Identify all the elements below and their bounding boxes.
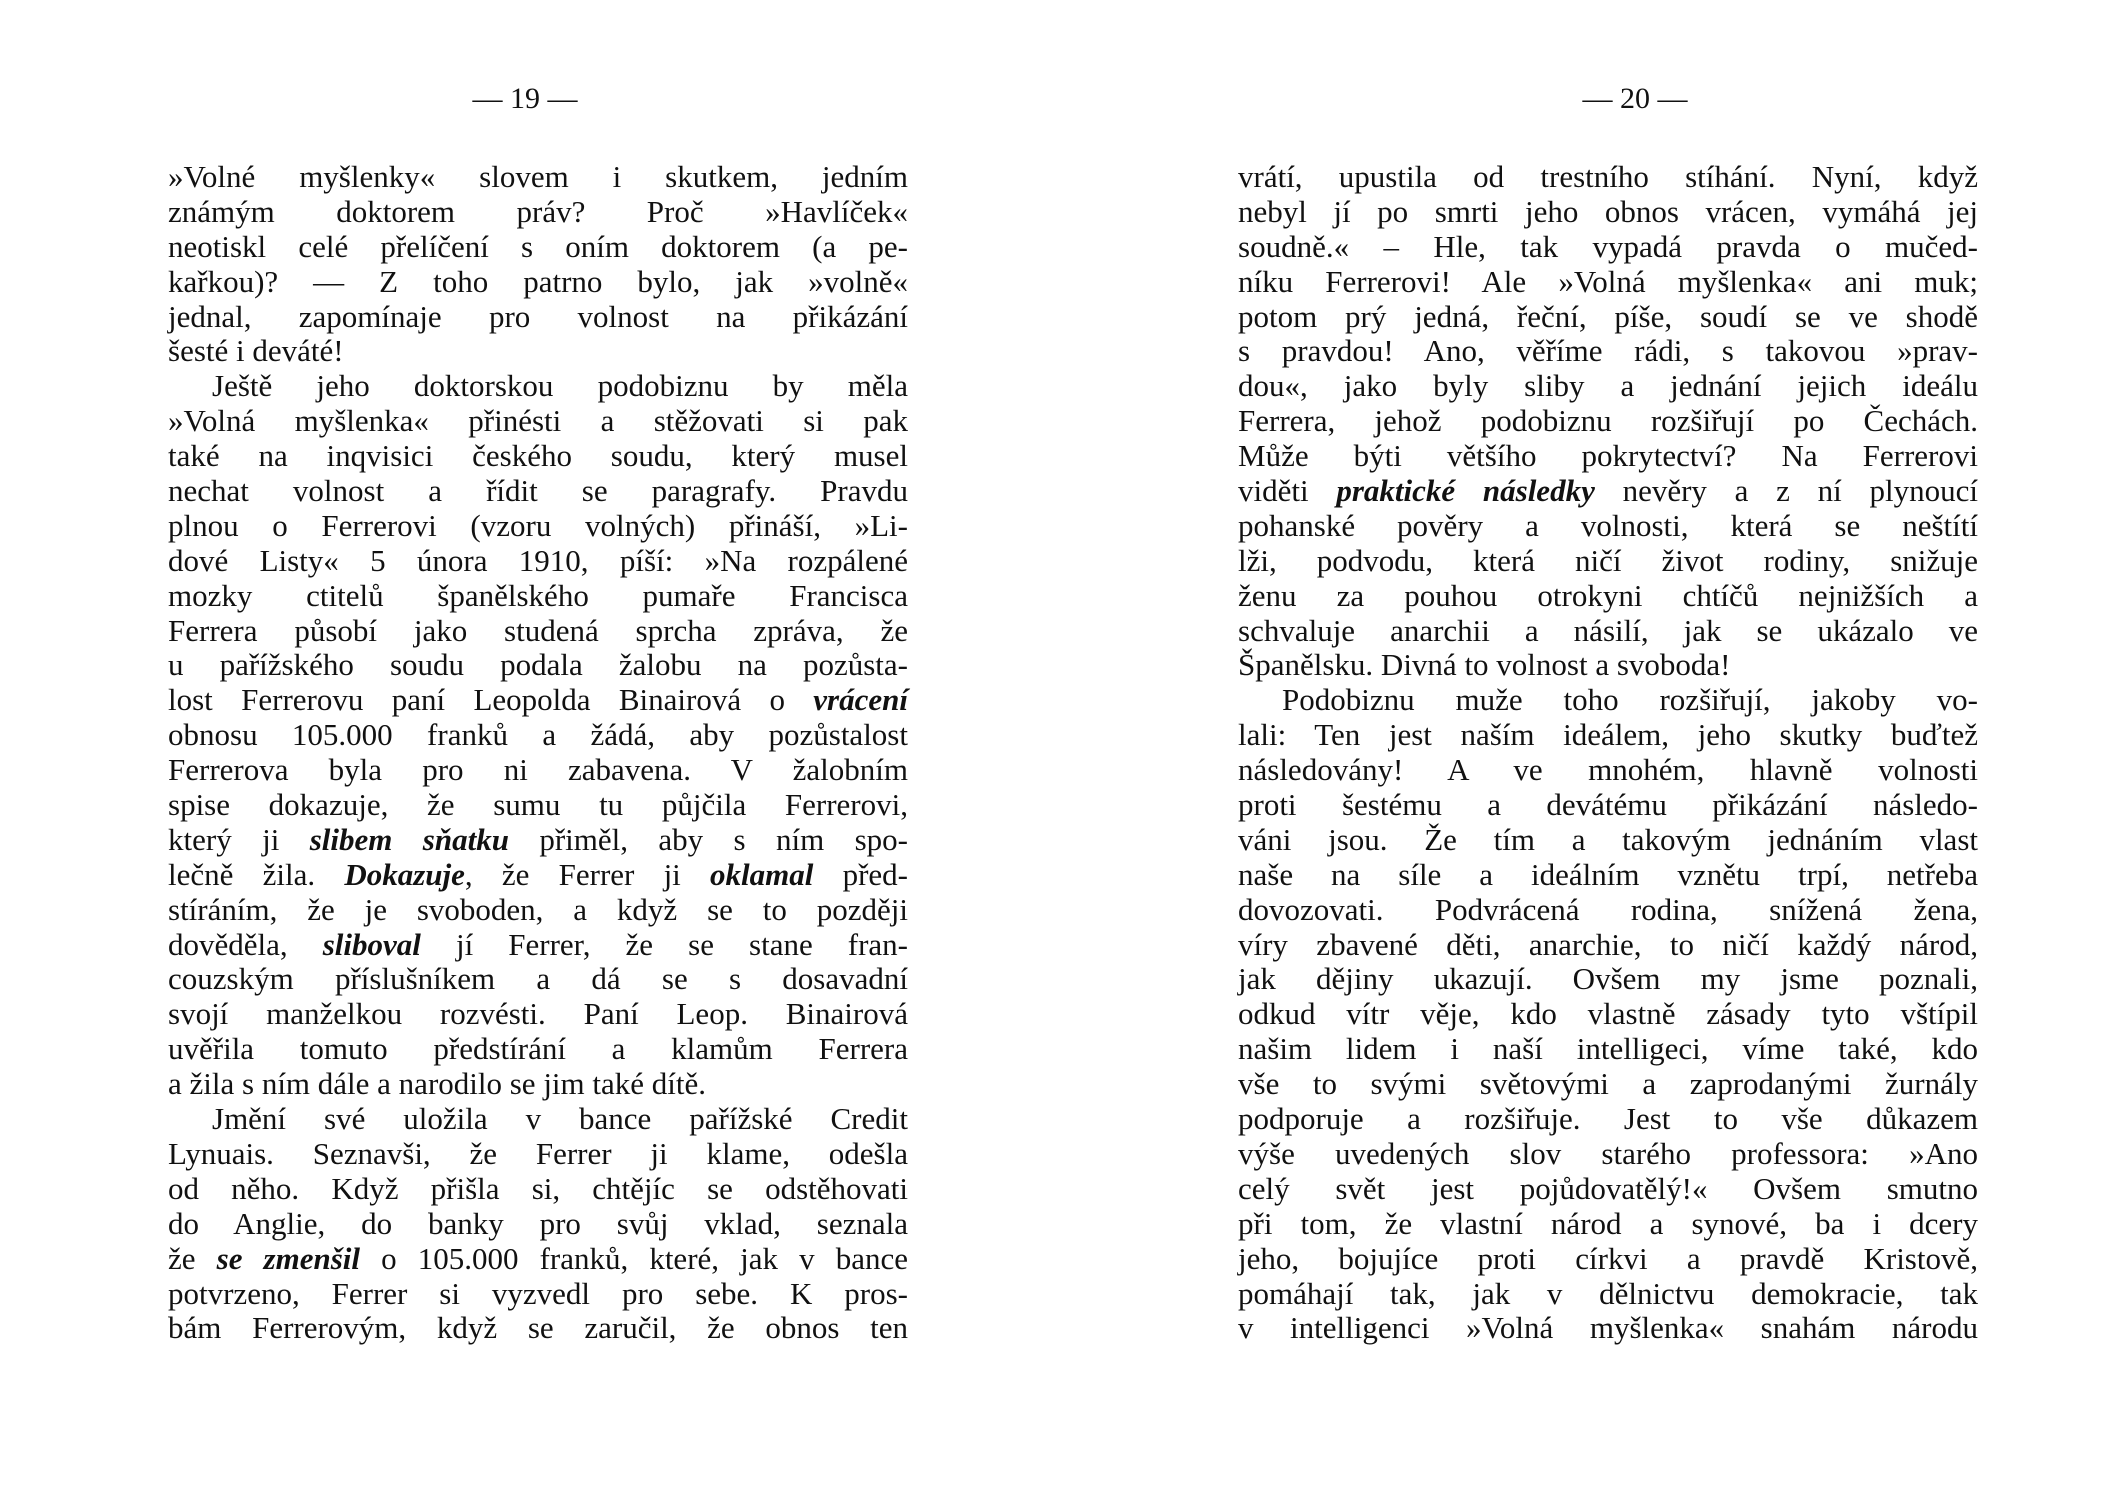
text-run: naše na síle a ideálním vznětu trpí, netřeba — [1238, 856, 1978, 892]
text-line — [168, 1172, 908, 1207]
text-line — [168, 334, 908, 369]
text-run: od něho. Když přišla si, chtějíc se odstěhovati — [168, 1170, 908, 1206]
text-run: lži, podvodu, která ničí život rodiny, snižuje — [1238, 542, 1978, 578]
text-line — [1238, 893, 1978, 928]
text-run: , že Ferrer ji — [464, 856, 711, 892]
page-number: — 20 — — [1582, 82, 1688, 115]
text-run: lost Ferrerovu paní Leopolda Binairová o — [168, 682, 814, 718]
text-line — [1238, 928, 1978, 963]
text-run: s pravdou! Ano, věříme rádi, s takovou »prav- — [1238, 333, 1978, 369]
text-run: odkud vítr věje, kdo vlastně zásady tyto vštípil — [1238, 996, 1978, 1032]
italic-run: Dokazuje — [344, 856, 465, 892]
text-run: celý svět jest pojůdovatělý!« Ovšem smutno — [1238, 1170, 1978, 1206]
text-run: jak dějiny ukazují. Ovšem my jsme poznali, — [1238, 961, 1978, 997]
text-line — [168, 962, 908, 997]
text-run: váni jsou. Že tím a takovým jednáním vlast — [1238, 821, 1978, 857]
text-run: následovány! A ve mnohém, hlavně volnosti — [1238, 752, 1978, 788]
text-run: neotiskl celé přelíčení s oním doktorem (a pe- — [168, 228, 908, 264]
text-line — [1238, 823, 1978, 858]
text-line — [168, 893, 908, 928]
text-run: proti šestému a devátému přikázání následo- — [1238, 787, 1978, 823]
text-line — [1238, 1311, 1978, 1346]
text-line — [1238, 334, 1978, 369]
text-line — [1238, 788, 1978, 823]
text-line — [168, 369, 908, 404]
text-run: soudně.« – Hle, tak vypadá pravda o mučed- — [1238, 228, 1978, 264]
left-page — [0, 0, 1060, 1500]
text-line — [168, 928, 908, 963]
text-run: Ferrerova byla pro ni zabavena. V žalobním — [168, 752, 908, 788]
text-run: jí Ferrer, že se stane fran- — [420, 926, 909, 962]
text-run: bám Ferrerovým, když se zaručil, že obnos ten — [168, 1310, 908, 1346]
text-run: nechat volnost a řídit se paragrafy. Pravdu — [168, 473, 908, 509]
italic-run: se zmenšil — [216, 1240, 361, 1276]
text-run: v intelligenci »Volná myšlenka« snahám národu — [1238, 1310, 1978, 1346]
text-line — [168, 753, 908, 788]
text-line — [168, 1311, 908, 1346]
page-number: — 19 — — [472, 82, 578, 115]
text-line — [168, 265, 908, 300]
text-run: obnosu 105.000 franků a žádá, aby pozůstalost — [168, 717, 908, 753]
text-line — [168, 579, 908, 614]
text-line — [1238, 1102, 1978, 1137]
text-line — [168, 160, 908, 195]
text-line — [1238, 195, 1978, 230]
text-line — [168, 1067, 908, 1102]
text-line — [168, 718, 908, 753]
text-line — [168, 230, 908, 265]
text-run: podporuje a rozšiřuje. Jest to vše důkazem — [1238, 1101, 1978, 1137]
italic-run: vrácení — [813, 682, 908, 718]
italic-run: sliboval — [322, 926, 421, 962]
text-line — [168, 1102, 908, 1137]
text-line — [1238, 509, 1978, 544]
text-line — [168, 195, 908, 230]
text-line — [1238, 369, 1978, 404]
text-run: Španělsku. Divná to volnost a svoboda! — [1238, 647, 1731, 683]
text-run: také na inqvisici českého soudu, který musel — [168, 438, 908, 474]
text-run: »Volné myšlenky« slovem i skutkem, jedním — [168, 159, 908, 194]
text-line — [1238, 230, 1978, 265]
text-line — [1238, 1207, 1978, 1242]
text-line — [1238, 474, 1978, 509]
text-run: dové Listy« 5 února 1910, píší: »Na rozpálené — [168, 542, 908, 578]
text-run: že — [168, 1240, 217, 1276]
text-line — [168, 823, 908, 858]
text-run: nebyl jí po smrti jeho obnos vrácen, vymáhá jej — [1238, 193, 1978, 229]
text-line — [1238, 404, 1978, 439]
text-line — [1238, 1172, 1978, 1207]
text-line — [168, 1032, 908, 1067]
text-run: Ferrera působí jako studená sprcha zpráva, že — [168, 612, 908, 648]
text-run: stíráním, že je svoboden, a když se to později — [168, 891, 908, 927]
text-run: lečně žila. — [168, 856, 345, 892]
text-run: mozky ctitelů španělského pumaře Francisca — [168, 577, 908, 613]
text-run: víry zbavené děti, anarchie, to ničí každý národ, — [1238, 926, 1978, 962]
text-run: jeho, bojujíce proti církvi a pravdě Kristově, — [1238, 1240, 1978, 1276]
text-run: u pařížského soudu podala žalobu na pozůsta- — [168, 647, 908, 683]
text-line — [1238, 683, 1978, 718]
text-line — [1238, 753, 1978, 788]
text-line — [168, 1137, 908, 1172]
text-line — [168, 788, 908, 823]
text-run: známým doktorem práv? Proč »Havlíček« — [168, 193, 908, 229]
text-line — [1238, 718, 1978, 753]
text-line — [168, 683, 908, 718]
text-line — [168, 474, 908, 509]
text-line — [1238, 1137, 1978, 1172]
text-run: dou«, jako byly sliby a jednání jejich ideálu — [1238, 368, 1978, 404]
text-run: pohanské pověry a volnosti, která se neštítí — [1238, 507, 1978, 543]
page-text — [1238, 160, 1978, 1346]
text-line — [1238, 858, 1978, 893]
text-run: při tom, že vlastní národ a synové, ba i dcery — [1238, 1205, 1978, 1241]
right-page — [1060, 0, 2122, 1500]
text-run: našim lidem i naší intelligeci, víme také, kdo — [1238, 1031, 1978, 1067]
text-line — [168, 1277, 908, 1312]
text-line — [1238, 997, 1978, 1032]
text-run: spise dokazuje, že sumu tu půjčila Ferrerovi, — [168, 787, 908, 823]
text-run: pomáhají tak, jak v dělnictvu demokracie, tak — [1238, 1275, 1978, 1311]
text-line — [168, 997, 908, 1032]
text-run: potvrzeno, Ferrer si vyzvedl pro sebe. K pros- — [168, 1275, 908, 1311]
text-line — [1238, 1242, 1978, 1277]
text-line — [168, 544, 908, 579]
text-run: »Volná myšlenka« přinésti a stěžovati si pak — [168, 403, 908, 439]
text-line — [1238, 300, 1978, 335]
text-line — [168, 648, 908, 683]
text-line — [1238, 614, 1978, 649]
text-line — [1238, 1032, 1978, 1067]
text-run: šesté i deváté! — [168, 333, 344, 369]
text-run: nevěry a z ní plynoucí — [1594, 473, 1978, 509]
text-run: plnou o Ferrerovi (vzoru volných) přináší, »Li- — [168, 507, 908, 543]
text-line — [168, 614, 908, 649]
text-run: Ferrera, jehož podobiznu rozšiřují po Čechách. — [1238, 403, 1978, 439]
text-run: uvěřila tomuto předstírání a klamům Ferrera — [168, 1031, 908, 1067]
text-run: lali: Ten jest naším ideálem, jeho skutky buďtež — [1238, 717, 1978, 753]
text-run: kařkou)? — Z toho patrno bylo, jak »volně« — [168, 263, 908, 299]
text-run: jednal, zapomínaje pro volnost na přikázání — [168, 298, 908, 334]
text-run: výše uvedených slov starého professora: »Ano — [1238, 1135, 1978, 1171]
text-run: níku Ferrerovi! Ale »Volná myšlenka« ani muk; — [1238, 263, 1978, 299]
text-run: Může býti většího pokrytectví? Na Ferrerovi — [1238, 438, 1978, 474]
text-run: který ji — [168, 821, 310, 857]
text-run: dověděla, — [168, 926, 323, 962]
text-line — [168, 439, 908, 474]
text-run: couzským příslušníkem a dá se s dosavadní — [168, 961, 908, 997]
text-run: do Anglie, do banky pro svůj vklad, seznala — [168, 1205, 908, 1241]
text-line — [168, 1207, 908, 1242]
italic-run: oklamal — [710, 856, 814, 892]
italic-run: slibem sňatku — [309, 821, 509, 857]
text-run: o 105.000 franků, které, jak v bance — [360, 1240, 908, 1276]
text-line — [1238, 265, 1978, 300]
text-run: schvaluje anarchii a násilí, jak se ukázalo ve — [1238, 612, 1978, 648]
text-run: svojí manželkou rozvésti. Paní Leop. Binairová — [168, 996, 908, 1032]
text-line — [168, 509, 908, 544]
text-run: viděti — [1238, 473, 1337, 509]
text-run: a žila s ním dále a narodilo se jim také dítě. — [168, 1066, 707, 1102]
text-run: Ještě jeho doktorskou podobiznu by měla — [212, 368, 908, 404]
text-run: dovozovati. Podvrácená rodina, snížená žena, — [1238, 891, 1978, 927]
text-line — [1238, 579, 1978, 614]
text-line — [1238, 1067, 1978, 1102]
text-line — [1238, 1277, 1978, 1312]
text-line — [1238, 544, 1978, 579]
italic-run: praktické následky — [1336, 473, 1595, 509]
text-line — [168, 858, 908, 893]
text-run: Lynuais. Seznavši, že Ferrer ji klame, odešla — [168, 1135, 908, 1171]
text-line — [168, 1242, 908, 1277]
text-run: Jmění své uložila v bance pařížské Credit — [212, 1101, 908, 1137]
text-run: vše to svými světovými a zaprodanými žurnály — [1238, 1066, 1978, 1102]
text-line — [1238, 962, 1978, 997]
page-text — [168, 160, 908, 1346]
text-run: potom prý jedná, řeční, píše, soudí se ve shodě — [1238, 298, 1978, 334]
text-run: vrátí, upustila od trestního stíhání. Nyní, když — [1238, 159, 1978, 194]
text-line — [168, 404, 908, 439]
text-run: Podobiznu muže toho rozšiřují, jakoby vo- — [1282, 682, 1978, 718]
text-line — [1238, 648, 1978, 683]
text-line — [1238, 160, 1978, 195]
text-run: přiměl, aby s ním spo- — [508, 821, 909, 857]
text-line — [168, 300, 908, 335]
text-run: před- — [813, 856, 908, 892]
text-line — [1238, 439, 1978, 474]
text-run: ženu za pouhou otrokyni chtíčů nejnižších a — [1238, 577, 1978, 613]
